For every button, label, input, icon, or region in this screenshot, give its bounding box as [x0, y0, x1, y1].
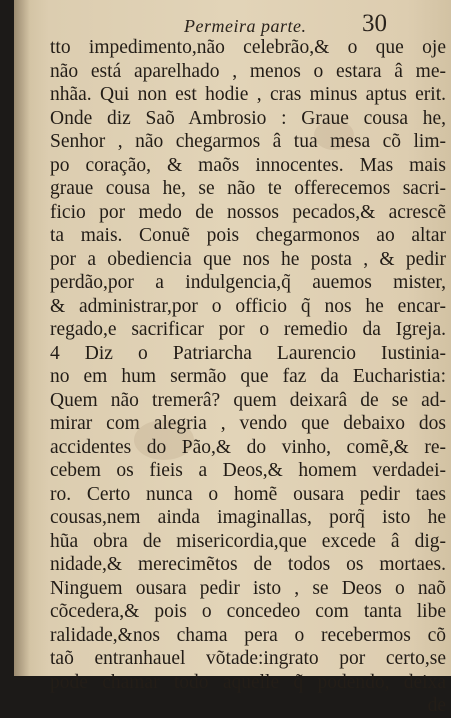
text-line: Quem não tremerâ? quem deixarâ de se ad- — [50, 389, 446, 411]
text-line: não está aparelhado , menos o estara â me- — [50, 60, 446, 82]
text-line: no em hum sermão que faz da Eucharistia: — [50, 366, 446, 387]
text-line: nhãa. Qui non est hodie , cras minus aptus erit. — [50, 84, 446, 105]
text-line: Onde diz Saõ Ambrosio : Graue cousa he, — [50, 107, 446, 129]
page-number: 30 — [362, 10, 387, 37]
body-text — [50, 36, 446, 718]
text-line: pode chamar todo aquelle q̃ podendo, deixa — [50, 671, 446, 693]
text-line: po coração, & maõs innocentes. Mas mais — [50, 154, 446, 176]
text-line: cousas,nem ainda imaginallas, porq̃ isto he — [50, 507, 446, 528]
text-line: regado,e sacrificar por o remedio da Igreja. — [50, 319, 446, 340]
text-line: cebem os fieis a Deos,& homem verdadei- — [50, 460, 446, 481]
book-page — [14, 0, 451, 716]
text-line-catchword: de — [427, 695, 446, 716]
text-line: mirar com alegria , vendo que debaixo dos — [50, 413, 446, 434]
text-line: ralidade,&nos chama pera o recebermos cõ — [50, 624, 446, 646]
text-line: nidade,& merecimẽtos de todos os mortaes. — [50, 554, 446, 575]
text-line: ro. Certo nunca o homẽ ousara pedir taes — [50, 483, 446, 505]
text-line: tto impedimento,não celebrão,& o que oje — [50, 37, 446, 58]
text-line: Ninguem ousara pedir isto , se Deos o naõ — [50, 577, 446, 599]
text-line: ficio por medo de nossos pecados,& acrescẽ — [50, 201, 446, 223]
text-line: graue cousa he, se não te offerecemos sacri- — [50, 178, 446, 199]
text-line: por a obediencia que nos he posta , & pedir — [50, 248, 446, 270]
text-line: accidentes do Pão,& do vinho, comẽ,& re- — [50, 436, 446, 458]
text-line: Senhor , não chegarmos â tua mesa cõ lim- — [50, 131, 446, 152]
text-line: 4 Diz o Patriarcha Laurencio Iustinia- — [50, 342, 446, 364]
text-line: ta mais. Conuẽ pois chegarmonos ao altar — [50, 225, 446, 246]
page-gutter-shadow — [14, 0, 30, 676]
text-line: & administrar,por o officio q̃ nos he encar- — [50, 295, 446, 317]
text-line: taõ entranhauel võtade:ingrato por certo,se — [50, 648, 446, 669]
text-line: perdão,por a indulgencia,q̃ auemos mister, — [50, 272, 446, 293]
running-head: Permeira parte. — [184, 16, 307, 36]
text-line: cõcedera,& pois o concedeo com tanta libe — [50, 601, 446, 622]
text-line: hũa obra de misericordia,que excede â dig- — [50, 530, 446, 552]
